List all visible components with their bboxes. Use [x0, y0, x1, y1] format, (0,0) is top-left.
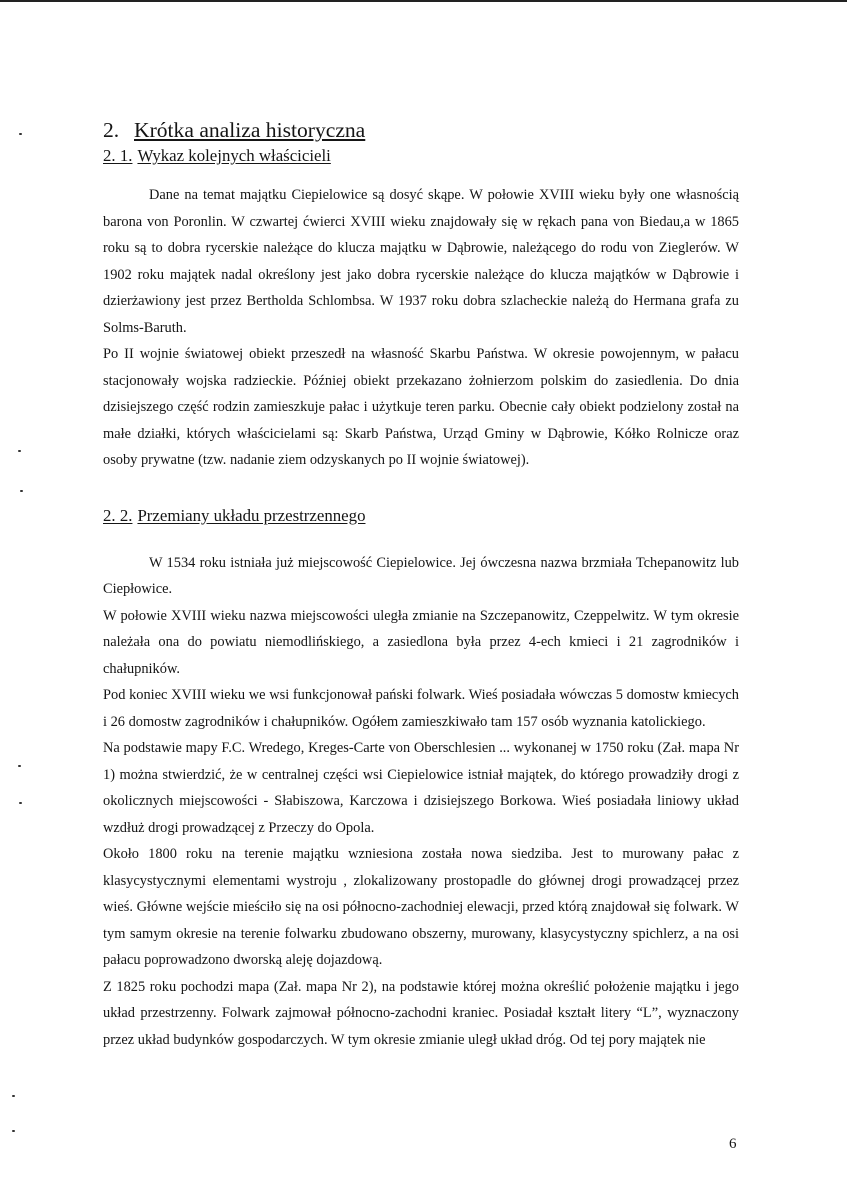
scan-speck: [19, 133, 22, 135]
subsection-title: Wykaz kolejnych właścicieli: [137, 146, 331, 165]
subsection-number: 2. 1.: [103, 146, 133, 165]
paragraph-owners-1: Dane na temat majątku Ciepielowice są dosyć skąpe. W połowie XVIII wieku były one własnością barona von Poronlin. W czwartej ćwierci XVIII wieku znajdowały się w rękach pana von Biedau,a w 1865 roku są to dobra rycerskie należące do klucza majątku w Dąbrowie, należącego do rodu von Zieglerów. W 1902 roku majątek nadal określony jest jako dobra rycerskie należące do klucza majątków w Dąbrowie i dzierżawiony jest przez Bertholda Schlombsa. W 1937 roku dobra szlacheckie należą do Hermana grafa zu Solms-Baruth.: [103, 187, 739, 336]
paragraph-layout-3: Pod koniec XVIII wieku we wsi funkcjonował pański folwark. Wieś posiadała wówczas 5 domostw kmiecych i 26 domostw zagrodników i chałupników. Ogółem zamieszkiwało tam 157 osób wyznania katolickiego.: [103, 687, 739, 730]
subsection-heading-owners: [103, 143, 739, 169]
paragraph-layout-1: W 1534 roku istniała już miejscowość Ciepielowice. Jej ówczesna nazwa brzmiała Tchepanowitz lub Ciepłowice.: [103, 554, 739, 597]
scan-speck: [19, 802, 22, 804]
subsection-heading-layout: [103, 503, 739, 529]
paragraph-owners-2: Po II wojnie światowej obiekt przeszedł na własność Skarbu Państwa. W okresie powojennym, w pałacu stacjonowały wojska radzieckie. Później obiekt przekazano żołnierzom polskim do zasiedlenia. Do dnia dzisiejszego część rodzin zamieszkuje pałac i użytkuje teren parku. Obecnie cały obiekt podzielony został na małe działki, których właścicielami są: Skarb Państwa, Urząd Gminy w Dąbrowie, Kółko Rolnicze oraz osoby prywatne (tzw. nadanie ziem odzyskanych po II wojnie światowej).: [103, 346, 739, 468]
paragraph-layout-5: Około 1800 roku na terenie majątku wzniesiona została nowa siedziba. Jest to murowany pałac z klasycystycznymi elementami wystroju , zlokalizowany prostopadle do głównej drogi prowadzącej przez wieś. Główne wejście mieściło się na osi północno-zachodniej elewacji, przed którą znajdował się folwark. W tym samym okresie na terenie folwarku zbudowano obszerny, murowany, klasycystyczny spichlerz, a na osi pałacu poprowadzono dworską aleję dojazdową.: [103, 846, 739, 968]
paragraph-layout-2: W połowie XVIII wieku nazwa miejscowości uległa zmianie na Szczepanowitz, Czeppelwitz. W tym okresie należała ona do powiatu niemodlińskiego, a zasiedlona była przez 4-ech kmieci i 21 zagrodników i chałupników.: [103, 607, 739, 677]
scan-speck: [12, 1130, 15, 1132]
subsection-title: Przemiany układu przestrzennego: [137, 505, 366, 525]
paragraph-layout-4: Na podstawie mapy F.C. Wredego, Kreges-Carte von Oberschlesien ... wykonanej w 1750 roku (Zał. mapa Nr 1) można stwierdzić, że w centralnej części wsi Ciepielowice istniał majątek, do którego prowadziły drogi z okolicznych miejscowości - Słabiszowa, Karczowa i dzisiejszego Borkowa. Wieś posiadała liniowy układ wzdłuż drogi prowadzącej z Przeczy do Opola.: [103, 740, 739, 836]
document-page: [103, 117, 739, 1053]
paragraph-layout-6: Z 1825 roku pochodzi mapa (Zał. mapa Nr 2), na podstawie której można określić położenie majątku i jego układ przestrzenny. Folwark zajmował północno-zachodni kraniec. Posiadał kształt litery “L”, wyznaczony przez układ budynków gospodarczych. W tym okresie zmianie uległ układ dróg. Od tej pory majątek nie: [103, 978, 739, 1048]
section-heading: [103, 117, 739, 143]
page-top-edge: [0, 0, 847, 2]
scan-speck: [18, 450, 21, 452]
scan-speck: [12, 1095, 15, 1097]
page-number: 6: [729, 1136, 737, 1152]
section-number: 2.: [103, 118, 120, 142]
subsection-number: 2. 2.: [103, 505, 133, 525]
scan-speck: [18, 765, 21, 767]
section-title: Krótka analiza historyczna: [134, 118, 366, 142]
scan-speck: [20, 490, 23, 492]
